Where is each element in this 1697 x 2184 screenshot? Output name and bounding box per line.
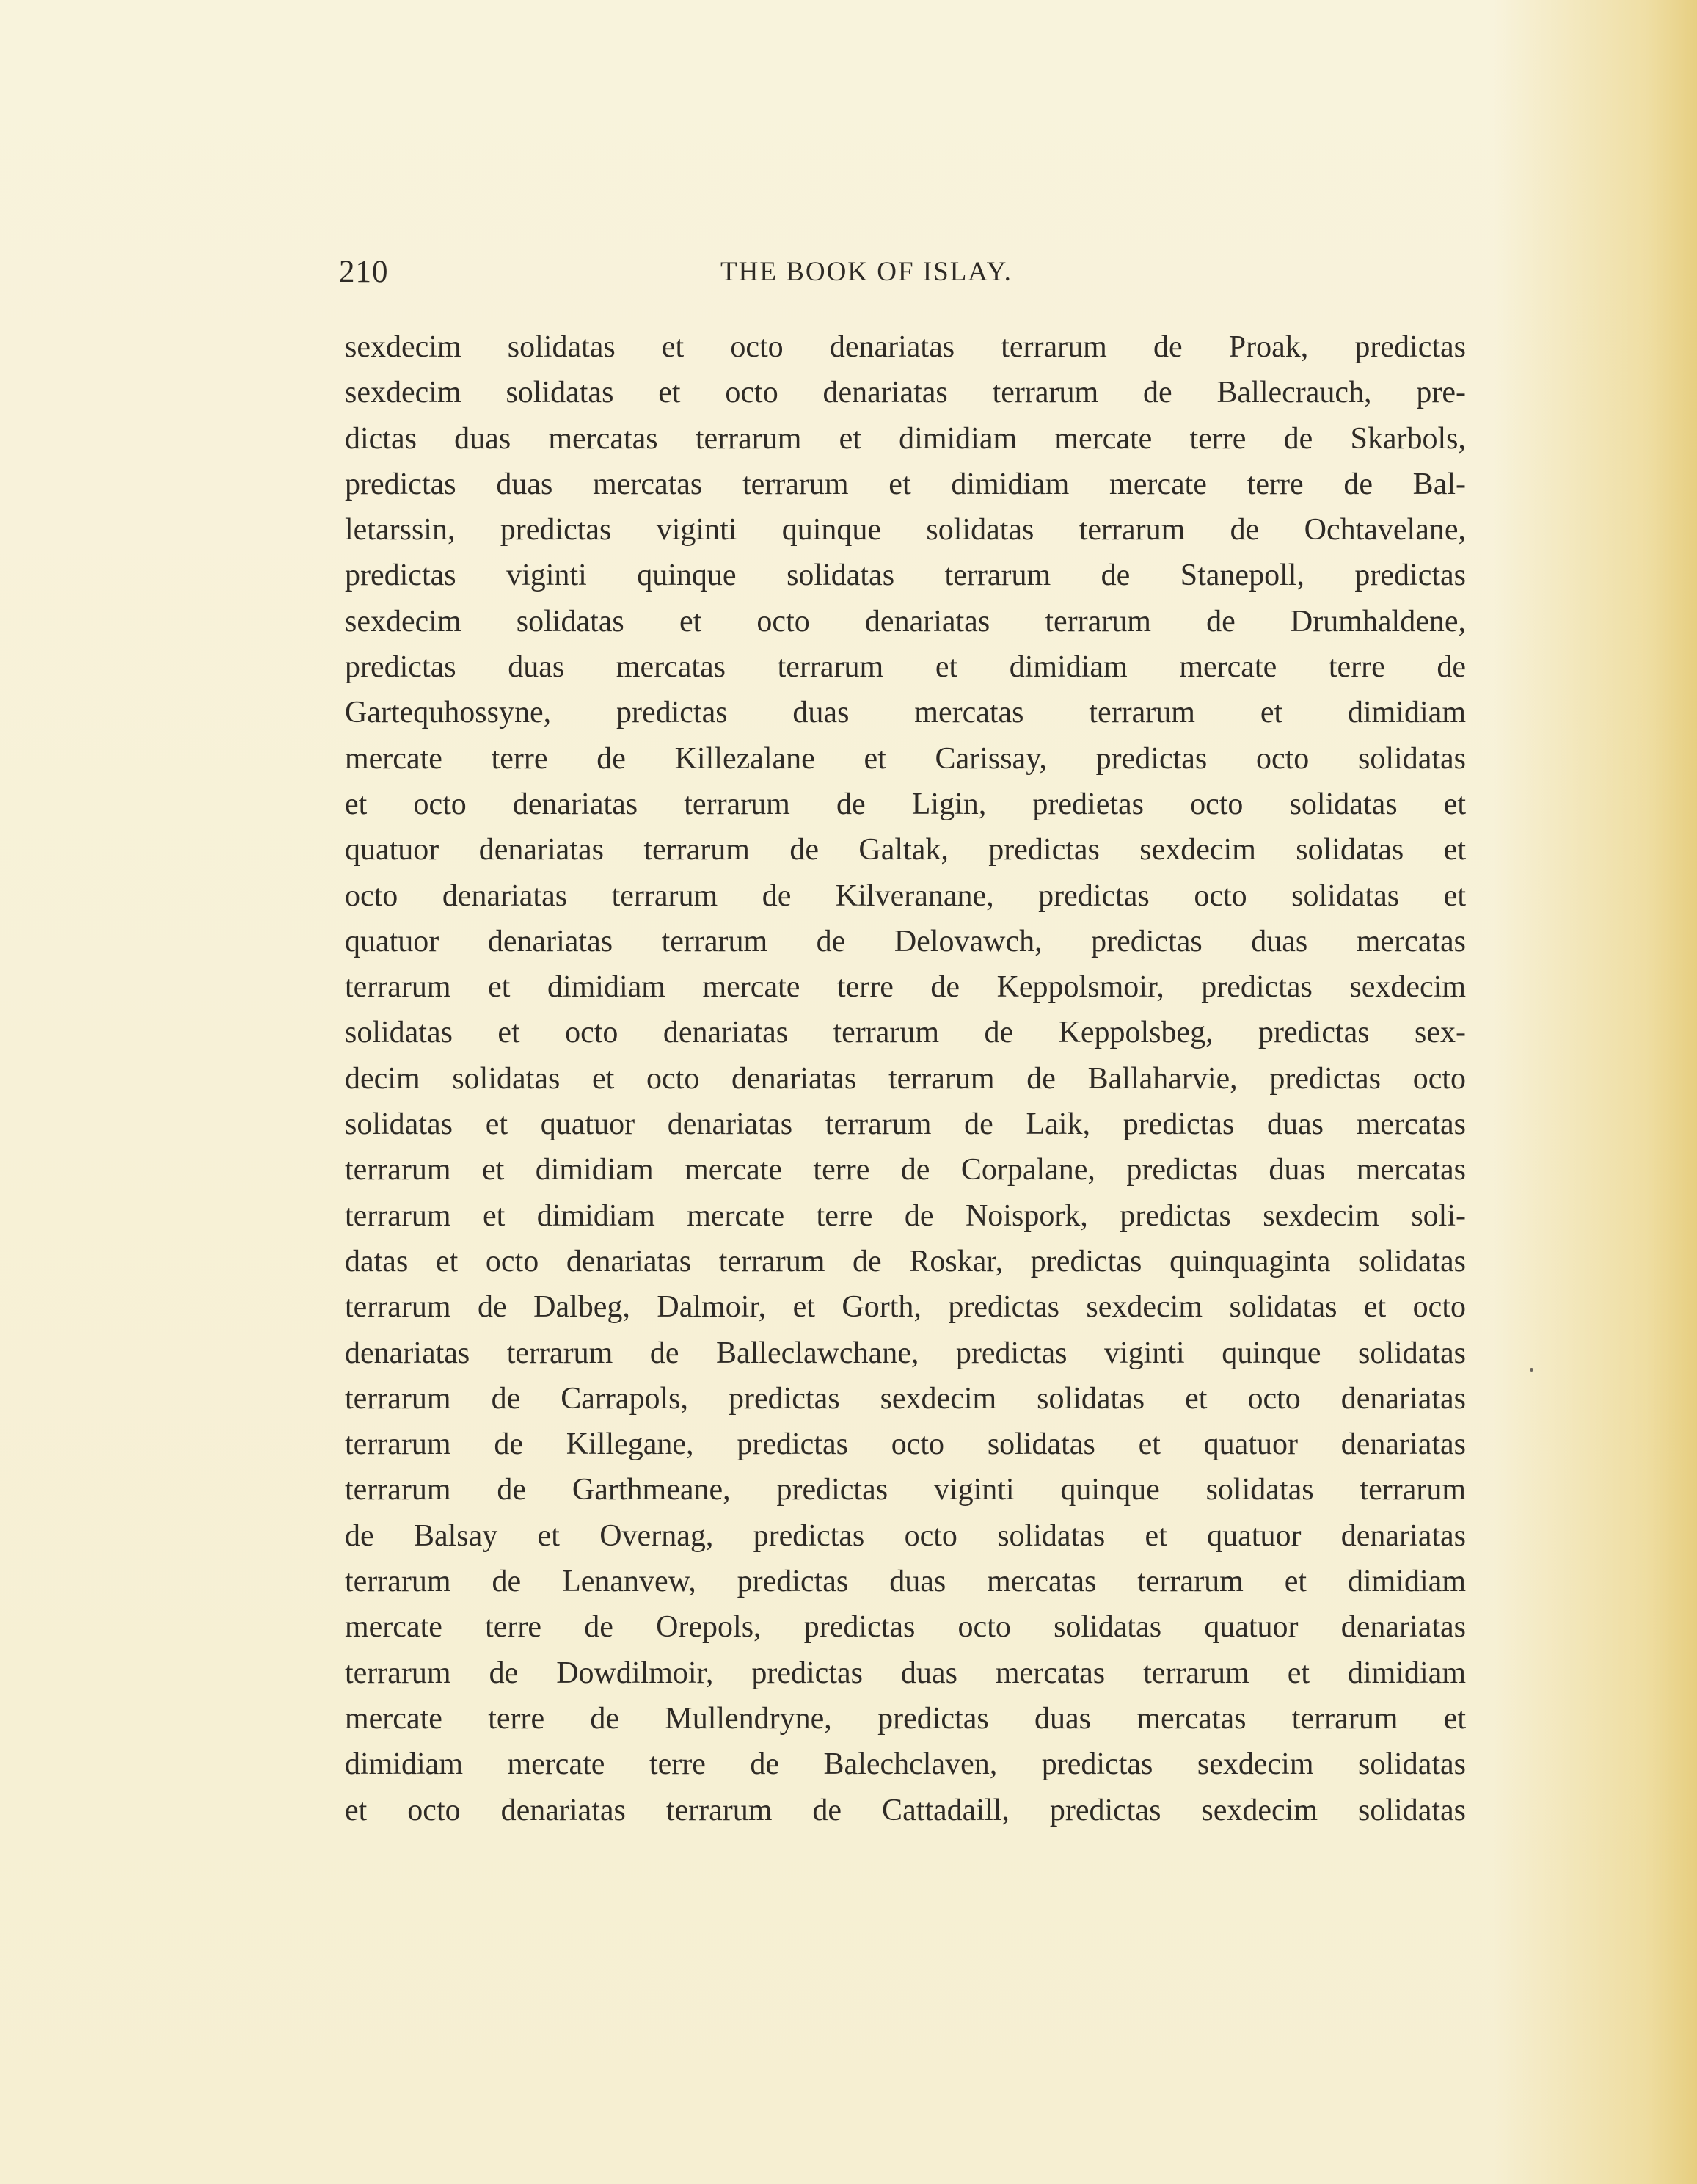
text-line: terrarum de Carrapols, predictas sexdecim solidatas et octo denariatas [345,1381,1466,1416]
running-head [339,247,1466,298]
body-text [345,324,1466,1833]
text-line: quatuor denariatas terrarum de Delovawch, predictas duas mercatas [345,924,1466,958]
text-line: decim solidatas et octo denariatas terrarum de Ballaharvie, predictas octo [345,1061,1466,1096]
text-line: letarssin, predictas viginti quinque solidatas terrarum de Ochtavelane, [345,513,1466,547]
running-title: THE BOOK OF ISLAY. [720,257,1012,287]
text-line: mercate terre de Orepols, predictas octo solidatas quatuor denariatas [345,1610,1466,1645]
text-line: solidatas et quatuor denariatas terrarum de Laik, predictas duas mercatas [345,1107,1466,1142]
text-line: terrarum et dimidiam mercate terre de Keppolsmoir, predictas sexdecim [345,970,1466,1005]
text-line: terrarum de Killegane, predictas octo solidatas et quatuor denariatas [345,1427,1466,1462]
text-line: sexdecim solidatas et octo denariatas terrarum de Ballecrauch, pre- [345,376,1466,410]
text-line: predictas viginti quinque solidatas terrarum de Stanepoll, predictas [345,558,1466,593]
text-line: dictas duas mercatas terrarum et dimidiam mercate terre de Skarbols, [345,421,1466,456]
text-line: mercate terre de Mullendryne, predictas duas mercatas terrarum et [345,1701,1466,1736]
text-line: predictas duas mercatas terrarum et dimidiam mercate terre de [345,650,1466,685]
text-line: quatuor denariatas terrarum de Galtak, predictas sexdecim solidatas et [345,833,1466,867]
text-line: solidatas et octo denariatas terrarum de Keppolsbeg, predictas sex- [345,1016,1466,1050]
text-line: predictas duas mercatas terrarum et dimidiam mercate terre de Bal- [345,467,1466,501]
text-line: octo denariatas terrarum de Kilveranane, predictas octo solidatas et [345,878,1466,913]
text-line: terrarum de Garthmeane, predictas viginti quinque solidatas terrarum [345,1473,1466,1507]
text-line: terrarum et dimidiam mercate terre de Noispork, predictas sexdecim soli- [345,1198,1466,1233]
text-line: et octo denariatas terrarum de Cattadaill, predictas sexdecim solidatas [345,1793,1466,1827]
text-line: sexdecim solidatas et octo denariatas terrarum de Drumhaldene, [345,604,1466,638]
text-line: terrarum de Dalbeg, Dalmoir, et Gorth, predictas sexdecim solidatas et octo [345,1290,1466,1325]
ink-speck [1530,1368,1533,1372]
text-line: dimidiam mercate terre de Balechclaven, predictas sexdecim solidatas [345,1747,1466,1782]
text-line: mercate terre de Killezalane et Carissay, predictas octo solidatas [345,741,1466,776]
text-line: datas et octo denariatas terrarum de Roskar, predictas quinquaginta solidatas [345,1244,1466,1278]
text-line: terrarum de Dowdilmoir, predictas duas mercatas terrarum et dimidiam [345,1656,1466,1690]
text-line: terrarum de Lenanvew, predictas duas mercatas terrarum et dimidiam [345,1565,1466,1599]
page-number: 210 [339,255,389,289]
text-line: de Balsay et Overnag, predictas octo solidatas et quatuor denariatas [345,1518,1466,1553]
text-line: sexdecim solidatas et octo denariatas terrarum de Proak, predictas [345,330,1466,364]
text-line: denariatas terrarum de Balleclawchane, predictas viginti quinque solidatas [345,1336,1466,1370]
text-line: Gartequhossyne, predictas duas mercatas terrarum et dimidiam [345,696,1466,730]
text-line: et octo denariatas terrarum de Ligin, predietas octo solidatas et [345,787,1466,821]
text-line: terrarum et dimidiam mercate terre de Corpalane, predictas duas mercatas [345,1153,1466,1187]
